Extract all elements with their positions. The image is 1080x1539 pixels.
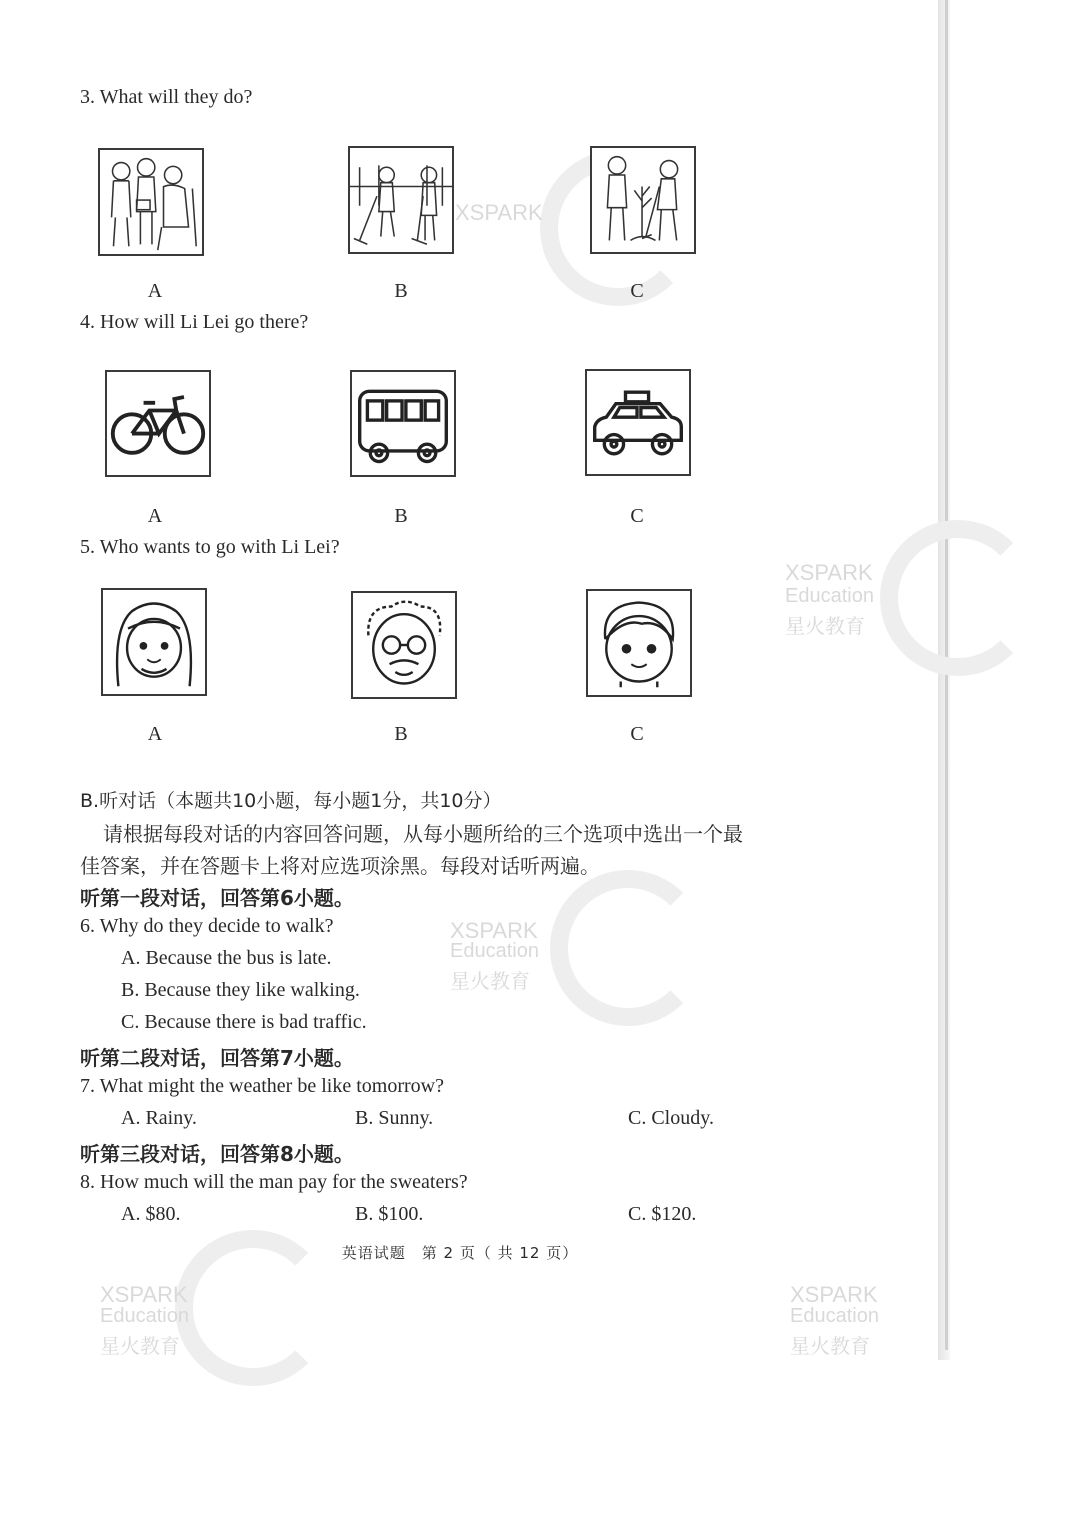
watermark-logo	[550, 870, 706, 1026]
children-serving-elderly-man-picture	[98, 148, 204, 256]
question-6-option-b: B. Because they like walking.	[121, 979, 360, 1001]
watermark-brand: XSPARK	[785, 560, 873, 585]
question-7: 7. What might the weather be like tomorrow?	[80, 1075, 444, 1097]
watermark-sub: Education	[785, 585, 874, 607]
question-8: 8. How much will the man pay for the sweaters?	[80, 1171, 468, 1193]
watermark-sub: Education	[100, 1305, 189, 1327]
watermark-cn: 星火教育	[790, 1334, 870, 1358]
option-label: C	[630, 280, 644, 302]
watermark-sub: Education	[450, 940, 539, 962]
question-5: 5. Who wants to go with Li Lei?	[80, 536, 340, 558]
question-6: 6. Why do they decide to walk?	[80, 915, 334, 937]
section-b-heading: B.听对话（本题共10小题，每小题1分，共10分）	[80, 790, 502, 812]
question-8-option-c: C. $120.	[628, 1203, 697, 1225]
taxi-picture	[585, 369, 691, 476]
question-6-option-c: C. Because there is bad traffic.	[121, 1011, 367, 1033]
girl-face-picture	[101, 588, 207, 696]
section-b-instruction: 佳答案，并在答题卡上将对应选项涂黑。每段对话听两遍。	[80, 854, 600, 878]
question-7-option-c: C. Cloudy.	[628, 1107, 714, 1129]
question-7-option-b: B. Sunny.	[355, 1107, 434, 1129]
option-label: B	[394, 505, 408, 527]
watermark-brand: XSPARK	[790, 1282, 878, 1307]
watermark-brand: XSPARK	[455, 200, 543, 225]
question-6-option-a: A. Because the bus is late.	[121, 947, 332, 969]
watermark-cn: 星火教育	[450, 969, 530, 993]
children-planting-tree-picture	[590, 146, 696, 254]
option-label: A	[147, 505, 163, 527]
watermark-cn: 星火教育	[100, 1334, 180, 1358]
page-footer: 英语试题 第 2 页（ 共 12 页）	[341, 1244, 579, 1262]
watermark-logo	[880, 520, 1036, 676]
bicycle-picture	[105, 370, 211, 477]
children-sweeping-picture	[348, 146, 454, 254]
option-label: C	[630, 505, 644, 527]
option-label: B	[394, 723, 408, 745]
section-b-instruction: 请根据每段对话的内容回答问题，从每小题所给的三个选项中选出一个最	[103, 822, 743, 846]
option-label: A	[147, 723, 163, 745]
question-3: 3. What will they do?	[80, 86, 253, 108]
watermark-cn: 星火教育	[785, 614, 865, 638]
page-edge-shadow	[938, 0, 950, 1360]
option-label: C	[630, 723, 644, 745]
watermark-brand: XSPARK	[100, 1282, 188, 1307]
question-8-option-b: B. $100.	[355, 1203, 424, 1225]
dialogue-intro: 听第二段对话，回答第7小题。	[80, 1046, 354, 1070]
watermark-brand: XSPARK	[450, 918, 538, 943]
old-man-face-picture	[351, 591, 457, 699]
option-label: B	[394, 280, 408, 302]
dialogue-intro: 听第一段对话，回答第6小题。	[80, 886, 354, 910]
question-4: 4. How will Li Lei go there?	[80, 311, 309, 333]
question-7-option-a: A. Rainy.	[121, 1107, 197, 1129]
dialogue-intro: 听第三段对话，回答第8小题。	[80, 1142, 354, 1166]
question-8-option-a: A. $80.	[121, 1203, 181, 1225]
watermark-sub: Education	[790, 1305, 879, 1327]
bus-picture	[350, 370, 456, 477]
option-label: A	[147, 280, 163, 302]
boy-face-picture	[586, 589, 692, 697]
